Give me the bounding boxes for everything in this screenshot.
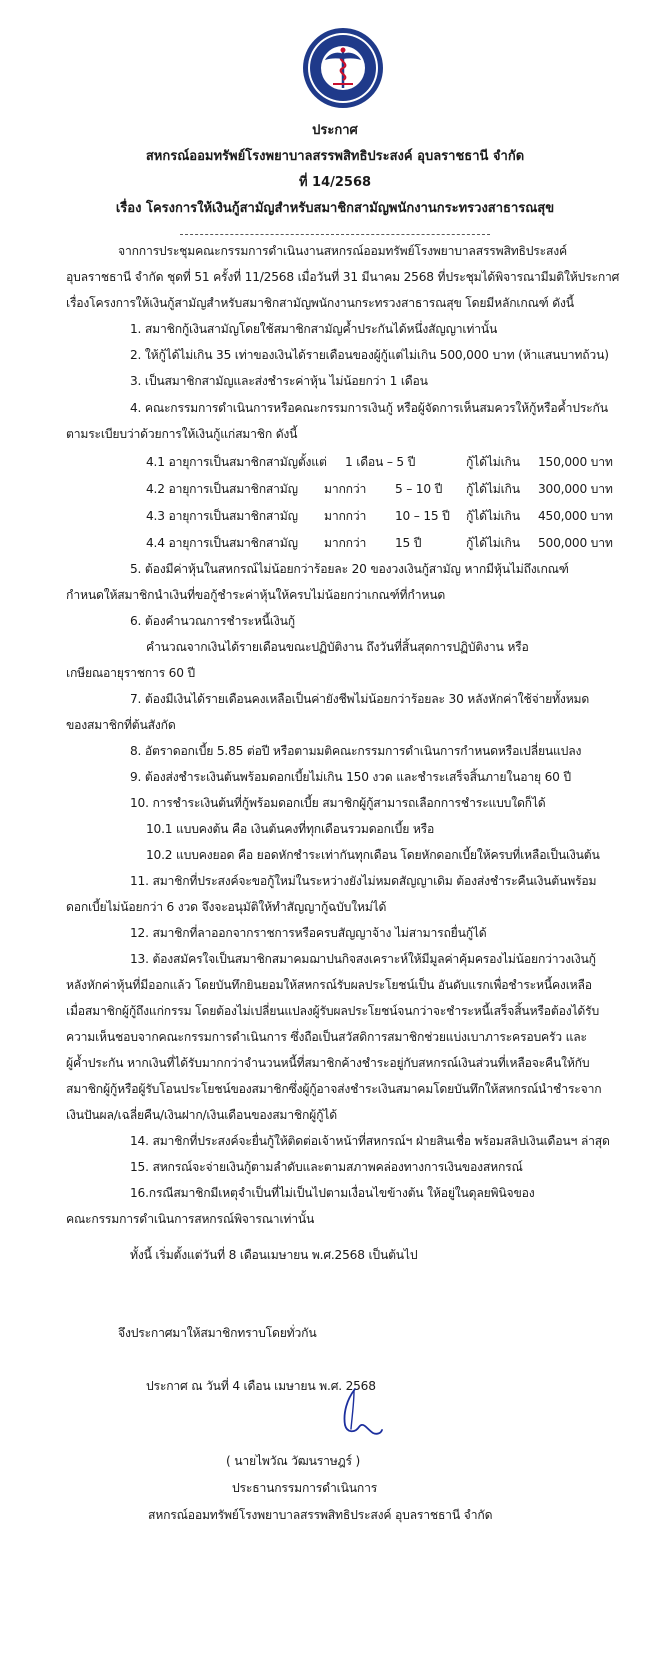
tier-cond: มากกว่า <box>324 482 367 496</box>
tier-range: 5 – 10 ปี <box>395 482 443 496</box>
item-13-line-5: ผู้ค้ำประกัน หากเงินที่ได้รับมากกว่าจำนวนหนี้ที่สมาชิกค้างชำระอยู่กับสหกรณ์เงินส่วนที่เหลือจะคืนให้กับ <box>66 1056 590 1070</box>
item-5-line-2: กำหนดให้สมาชิกนำเงินที่ขอกู้ชำระค่าหุ้นให้ครบไม่น้อยกว่าเกณฑ์ที่กำหนด <box>66 588 446 602</box>
signer-name: ( นายไพวัณ วัฒนราษฎร์ ) <box>226 1454 361 1468</box>
intro-line-1: จากการประชุมคณะกรรมการดำเนินงานสหกรณ์ออมทรัพย์โรงพยาบาลสรรพสิทธิประสงค์ <box>118 244 567 258</box>
tier-range: 10 – 15 ปี <box>395 509 450 523</box>
item-11-line-1: 11. สมาชิกที่ประสงค์จะขอกู้ใหม่ในระหว่างยังไม่หมดสัญญาเดิม ต้องส่งชำระคืนเงินต้นพร้อม <box>130 874 597 888</box>
item-4-line-2: ตามระเบียบว่าด้วยการให้เงินกู้แก่สมาชิก ดังนี้ <box>66 427 298 441</box>
header-divider <box>180 234 490 235</box>
cooperative-seal-icon <box>301 26 385 110</box>
page-title: ประกาศ <box>312 123 358 138</box>
item-1: 1. สมาชิกกู้เงินสามัญโดยใช้สมาชิกสามัญค้ำประกันได้หนึ่งสัญญาเท่านั้น <box>130 322 498 336</box>
signer-position: ประธานกรรมการดำเนินการ <box>232 1481 378 1495</box>
tier-amount: 500,000 บาท <box>538 536 613 550</box>
tier-limit-label: กู้ได้ไม่เกิน <box>466 482 520 496</box>
item-7-line-1: 7. ต้องมีเงินได้รายเดือนคงเหลือเป็นค่ายังชีพไม่น้อยกว่าร้อยละ 30 หลังหักค่าใช้จ่ายทั้งหมด <box>130 692 590 706</box>
item-4-line-1: 4. คณะกรรมการดำเนินการหรือคณะกรรมการเงินกู้ หรือผู้จัดการเห็นสมควรให้กู้หรือค้ำประกัน <box>130 401 608 415</box>
signature-mark <box>325 1383 383 1439</box>
item-10: 10. การชำระเงินต้นที่กู้พร้อมดอกเบี้ย สมาชิกผู้กู้สามารถเลือกการชำระแบบใดก็ได้ <box>130 796 546 810</box>
intro-line-3: เรื่องโครงการให้เงินกู้สามัญสำหรับสมาชิกสามัญพนักงานกระทรวงสาธารณสุข โดยมีหลักเกณฑ์ ดังนี้ <box>66 296 574 310</box>
tier-limit-label: กู้ได้ไม่เกิน <box>466 509 520 523</box>
org-name: สหกรณ์ออมทรัพย์โรงพยาบาลสรรพสิทธิประสงค์ อุบลราชธานี จำกัด <box>145 149 525 164</box>
item-16-line-2: คณะกรรมการดำเนินการสหกรณ์พิจารณาเท่านั้น <box>66 1212 315 1226</box>
item-6-detail-1: คำนวณจากเงินได้รายเดือนขณะปฏิบัติงาน ถึงวันที่สิ้นสุดการปฏิบัติงาน หรือ <box>146 640 529 654</box>
tier-label: 4.2 อายุการเป็นสมาชิกสามัญ <box>146 482 298 496</box>
item-7-line-2: ของสมาชิกที่ต้นสังกัด <box>66 718 176 732</box>
tier-amount: 150,000 บาท <box>538 455 613 469</box>
tier-range: 15 ปี <box>395 536 422 550</box>
tier-limit-label: กู้ได้ไม่เกิน <box>466 536 520 550</box>
announcement-subject: เรื่อง โครงการให้เงินกู้สามัญสำหรับสมาชิกสามัญพนักงานกระทรวงสาธารณสุข <box>115 201 555 216</box>
item-12: 12. สมาชิกที่ลาออกจากราชการหรือครบสัญญาจ้าง ไม่สามารถยื่นกู้ได้ <box>130 926 487 940</box>
notice-line: จึงประกาศมาให้สมาชิกทราบโดยทั่วกัน <box>118 1326 317 1340</box>
announcement-date: ประกาศ ณ วันที่ 4 เดือน เมษายน พ.ศ. 2568 <box>146 1379 376 1393</box>
tier-cond: มากกว่า <box>324 509 367 523</box>
item-9: 9. ต้องส่งชำระเงินต้นพร้อมดอกเบี้ยไม่เกิน 150 งวด และชำระเสร็จสิ้นภายในอายุ 60 ปี <box>130 770 571 784</box>
item-5-line-1: 5. ต้องมีค่าหุ้นในสหกรณ์ไม่น้อยกว่าร้อยละ 20 ของวงเงินกู้สามัญ หากมีหุ้นไม่ถึงเกณฑ์ <box>130 562 569 576</box>
tier-amount: 450,000 บาท <box>538 509 613 523</box>
item-13-line-6: สมาชิกผู้กู้หรือผู้รับโอนประโยชน์ของสมาชิกซึ่งผู้กู้อาจส่งชำระเงินสมาคมโดยบันทึกให้สหกรณ์นำชำระจาก <box>66 1082 602 1096</box>
item-10-2: 10.2 แบบคงยอด คือ ยอดหักชำระเท่ากันทุกเดือน โดยหักดอกเบี้ยให้ครบที่เหลือเป็นเงินต้น <box>146 848 600 862</box>
signer-org: สหกรณ์ออมทรัพย์โรงพยาบาลสรรพสิทธิประสงค์ อุบลราชธานี จำกัด <box>148 1508 493 1522</box>
item-15: 15. สหกรณ์จะจ่ายเงินกู้ตามลำดับและตามสภาพคล่องทางการเงินของสหกรณ์ <box>130 1160 523 1174</box>
effective-date: ทั้งนี้ เริ่มตั้งแต่วันที่ 8 เดือนเมษายน พ.ศ.2568 เป็นต้นไป <box>130 1248 418 1262</box>
tier-label: 4.3 อายุการเป็นสมาชิกสามัญ <box>146 509 298 523</box>
item-16-line-1: 16.กรณีสมาชิกมีเหตุจำเป็นที่ไม่เป็นไปตามเงื่อนไขข้างต้น ให้อยู่ในดุลยพินิจของ <box>130 1186 535 1200</box>
item-13-line-1: 13. ต้องสมัครใจเป็นสมาชิกสมาคมฌาปนกิจสงเคราะห์ให้มีมูลค่าคุ้มครองไม่น้อยกว่าวงเงินกู้ <box>130 952 596 966</box>
item-13-line-3: เมื่อสมาชิกผู้กู้ถึงแก่กรรม โดยต้องไม่เปลี่ยนแปลงผู้รับผลประโยชน์จนกว่าจะชำระหนี้เสร็จสิ้นหรือต้องได้รับ <box>66 1004 599 1018</box>
item-11-line-2: ดอกเบี้ยไม่น้อยกว่า 6 งวด จึงจะอนุมัติให้ทำสัญญากู้ฉบับใหม่ได้ <box>66 900 387 914</box>
announcement-number: ที่ 14/2568 <box>298 175 372 190</box>
tier-label: 4.1 อายุการเป็นสมาชิกสามัญตั้งแต่ <box>146 455 327 469</box>
item-10-1: 10.1 แบบคงต้น คือ เงินต้นคงที่ทุกเดือนรวมดอกเบี้ย หรือ <box>146 822 435 836</box>
item-2: 2. ให้กู้ได้ไม่เกิน 35 เท่าของเงินได้รายเดือนของผู้กู้แต่ไม่เกิน 500,000 บาท (ห้าแสนบาทถ้วน) <box>130 348 609 362</box>
item-14: 14. สมาชิกที่ประสงค์จะยื่นกู้ให้ติดต่อเจ้าหน้าที่สหกรณ์ฯ ฝ่ายสินเชื่อ พร้อมสลิปเงินเดือนฯ ล่าสุด <box>130 1134 610 1148</box>
intro-line-2: อุบลราชธานี จำกัด ชุดที่ 51 ครั้งที่ 11/2568 เมื่อวันที่ 31 มีนาคม 2568 ที่ประชุมได้พิจารณามีมติให้ประกาศ <box>66 270 620 284</box>
item-13-line-7: เงินปันผล/เฉลี่ยคืน/เงินฝาก/เงินเดือนของสมาชิกผู้กู้ได้ <box>66 1108 337 1122</box>
tier-amount: 300,000 บาท <box>538 482 613 496</box>
item-3: 3. เป็นสมาชิกสามัญและส่งชำระค่าหุ้น ไม่น้อยกว่า 1 เดือน <box>130 374 428 388</box>
item-6-detail-2: เกษียณอายุราชการ 60 ปี <box>66 666 195 680</box>
item-13-line-4: ความเห็นชอบจากคณะกรรมการดำเนินการ ซึ่งถือเป็นสวัสดิการสมาชิกช่วยแบ่งเบาภาระครอบครัว และ <box>66 1030 587 1044</box>
tier-limit-label: กู้ได้ไม่เกิน <box>466 455 520 469</box>
item-6: 6. ต้องคำนวณการชำระหนี้เงินกู้ <box>130 614 295 628</box>
item-13-line-2: หลังหักค่าหุ้นที่มีออกแล้ว โดยบันทึกยินยอมให้สหกรณ์รับผลประโยชน์เป็น อันดับแรกเพื่อชำระหนี้คงเหลือ <box>66 978 592 992</box>
tier-label: 4.4 อายุการเป็นสมาชิกสามัญ <box>146 536 298 550</box>
tier-range: 1 เดือน – 5 ปี <box>345 455 416 469</box>
tier-cond: มากกว่า <box>324 536 367 550</box>
item-8: 8. อัตราดอกเบี้ย 5.85 ต่อปี หรือตามมติคณะกรรมการดำเนินการกำหนดหรือเปลี่ยนแปลง <box>130 744 582 758</box>
